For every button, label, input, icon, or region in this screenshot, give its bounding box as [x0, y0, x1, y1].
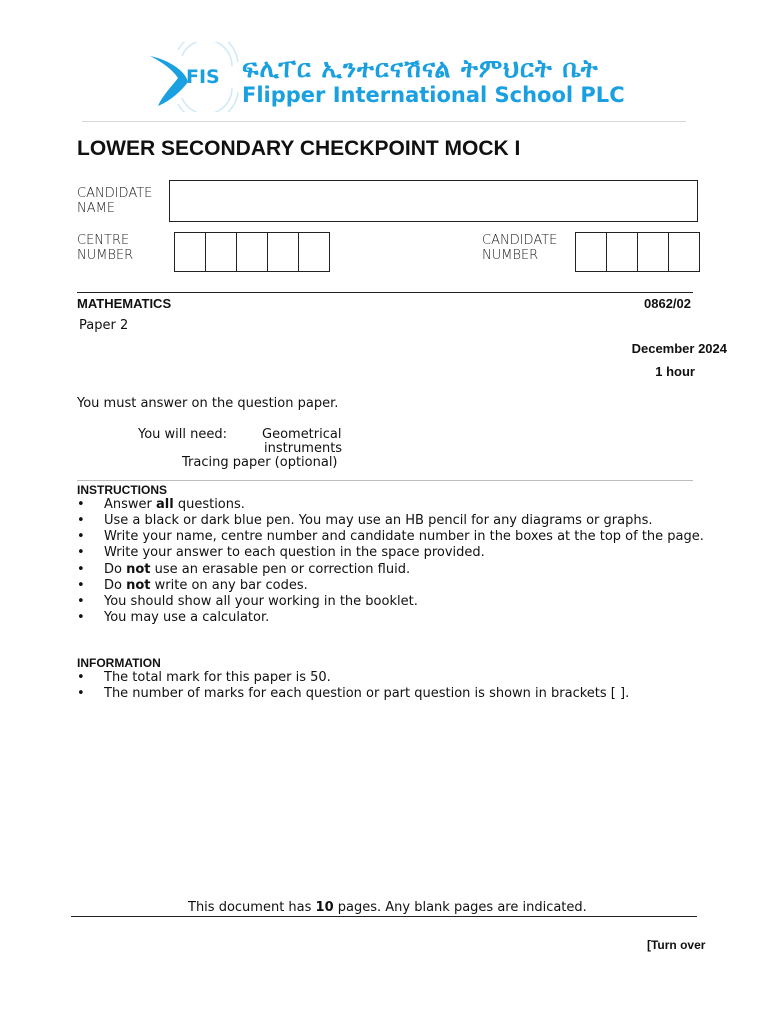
- instructions-heading: INSTRUCTIONS: [77, 483, 167, 497]
- instruction-item: • Use a black or dark blue pen. You may use an HB pencil for any diagrams or graphs.: [77, 513, 653, 528]
- information-heading: INFORMATION: [77, 656, 161, 670]
- paper-number: Paper 2: [79, 318, 129, 333]
- candidate-number-digit-box[interactable]: [638, 232, 669, 272]
- instruction-item: • Do not write on any bar codes.: [77, 578, 308, 593]
- candidate-number-digit-box[interactable]: [576, 232, 607, 272]
- school-name-english: Flipper International School PLC: [242, 83, 625, 107]
- exam-duration: 1 hour: [655, 364, 695, 379]
- centre-number-digit-box[interactable]: [268, 232, 299, 272]
- page-count-note: This document has 10 pages. Any blank pages are indicated.: [188, 900, 587, 915]
- candidate-name-field[interactable]: [169, 180, 698, 222]
- you-will-need-label: You will need:: [138, 427, 228, 442]
- information-item: • The total mark for this paper is 50.: [77, 670, 331, 685]
- instructions-divider: [77, 480, 693, 481]
- information-item: • The number of marks for each question or part question is shown in brackets [ ].: [77, 686, 630, 701]
- school-name-amharic: ፍሊፐር ኢንተርናሽናል ትምህርት ቤት: [242, 54, 599, 83]
- exam-date: December 2024: [631, 341, 727, 356]
- candidate-number-digit-box[interactable]: [607, 232, 638, 272]
- instruction-item: • Do not use an erasable pen or correction fluid.: [77, 562, 411, 577]
- subject-top-rule: [77, 292, 693, 293]
- centre-number-digit-box[interactable]: [299, 232, 330, 272]
- instruction-item: • Write your name, centre number and candidate number in the boxes at the top of the page.: [77, 529, 704, 544]
- need-item-geometrical: Geometrical: [262, 427, 342, 442]
- header-divider: [82, 121, 686, 122]
- page-title: LOWER SECONDARY CHECKPOINT MOCK I: [77, 137, 521, 160]
- turn-over-note: [Turn over: [647, 938, 706, 952]
- candidate-number-digit-box[interactable]: [669, 232, 700, 272]
- instruction-item: • Write your answer to each question in the space provided.: [77, 545, 485, 560]
- need-item-instruments: instruments: [264, 441, 343, 456]
- instruction-item: • You may use a calculator.: [77, 610, 270, 625]
- instruction-item: • You should show all your working in the booklet.: [77, 594, 418, 609]
- candidate-number-boxes[interactable]: [575, 232, 700, 272]
- centre-number-digit-box[interactable]: [206, 232, 237, 272]
- centre-number-label: CENTRE NUMBER: [77, 233, 134, 263]
- instruction-item: • Answer all questions.: [77, 497, 245, 512]
- footer-rule: [71, 916, 697, 917]
- candidate-name-label: CANDIDATE NAME: [77, 186, 153, 216]
- logo-text: FIS: [186, 66, 220, 88]
- centre-number-digit-box[interactable]: [237, 232, 268, 272]
- candidate-number-label: CANDIDATE NUMBER: [482, 233, 558, 263]
- school-logo: [148, 42, 248, 112]
- answer-note: You must answer on the question paper.: [77, 396, 339, 411]
- paper-code: 0862/02: [644, 296, 691, 311]
- centre-number-digit-box[interactable]: [175, 232, 206, 272]
- need-item-tracing-paper: Tracing paper (optional): [182, 455, 338, 470]
- subject-name: MATHEMATICS: [77, 296, 172, 311]
- centre-number-boxes[interactable]: [174, 232, 330, 272]
